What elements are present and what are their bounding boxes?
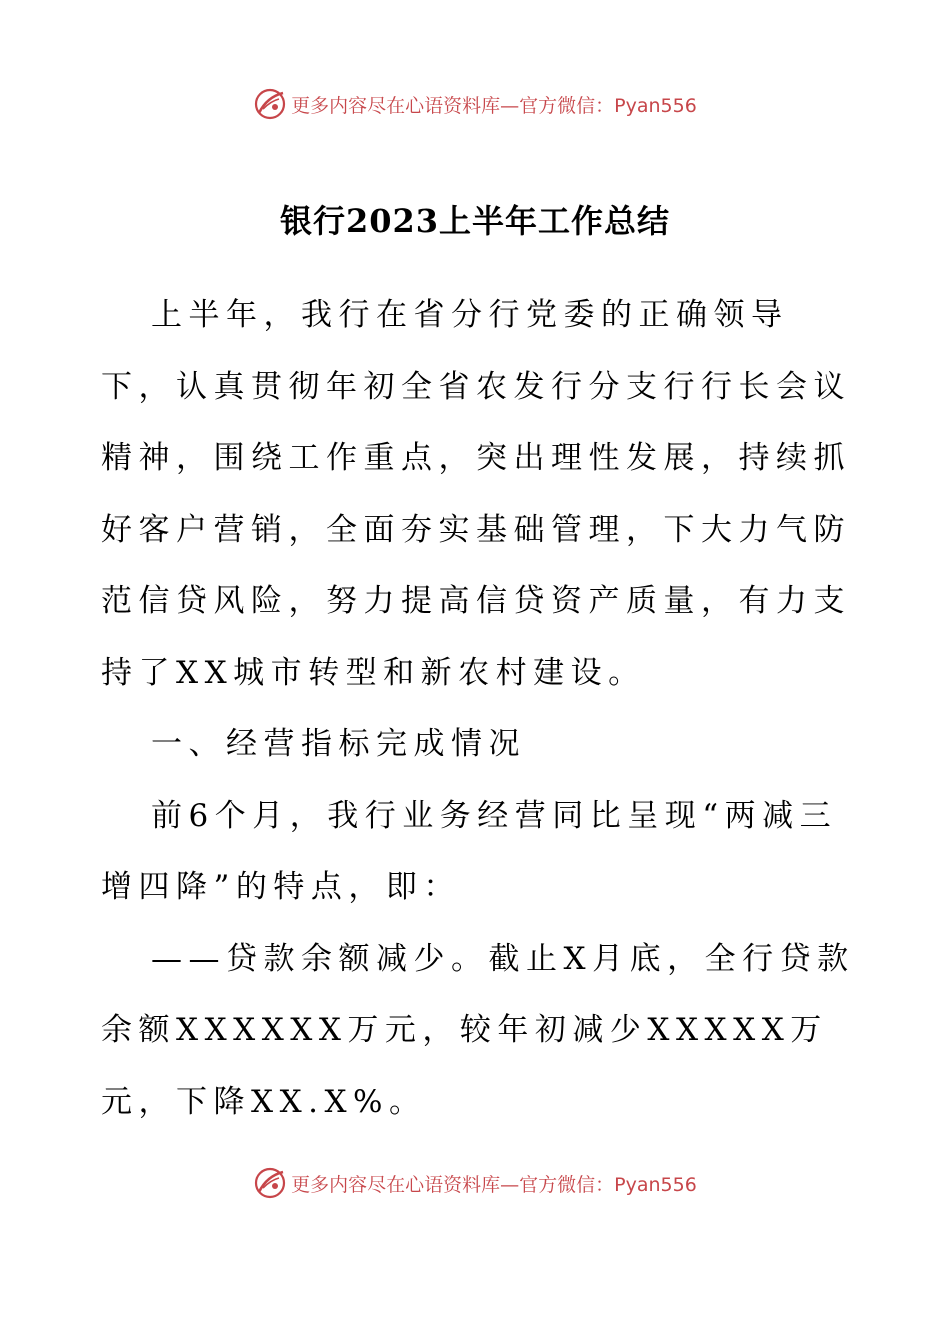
logo-icon (253, 87, 287, 121)
logo-icon (253, 1166, 287, 1200)
document-body (101, 280, 861, 1138)
paragraph-intro: 上半年，我行在省分行党委的正确领导下，认真贯彻年初全省农发行分支行行长会议精神，围绕工作重点，突出理性发展，持续抓好客户营销，全面夯实基础管理，下大力气防范信贷风险，努力提高信贷资产质量，有力支持了XX城市转型和新农村建设。 (101, 297, 851, 691)
section-heading: 一、经营指标完成情况 (151, 726, 526, 762)
document-title: 银行2023上半年工作总结 (279, 202, 671, 240)
banner-text: 更多内容尽在心语资料库—官方微信： (291, 1173, 615, 1196)
paragraph-loans: ——贷款余额减少。截止X月底，全行贷款余额XXXXXX万元，较年初减少XXXXX万元，下降XX.X%。 (101, 940, 855, 1120)
header-watermark (0, 84, 950, 124)
banner-wechat-id: Pyan556 (614, 94, 697, 117)
footer-watermark (0, 1163, 950, 1203)
banner-text: 更多内容尽在心语资料库—官方微信： (291, 94, 615, 117)
paragraph-summary: 前6个月，我行业务经营同比呈现“两减三增四降”的特点，即： (101, 797, 838, 905)
banner-wechat-id: Pyan556 (614, 1173, 697, 1196)
